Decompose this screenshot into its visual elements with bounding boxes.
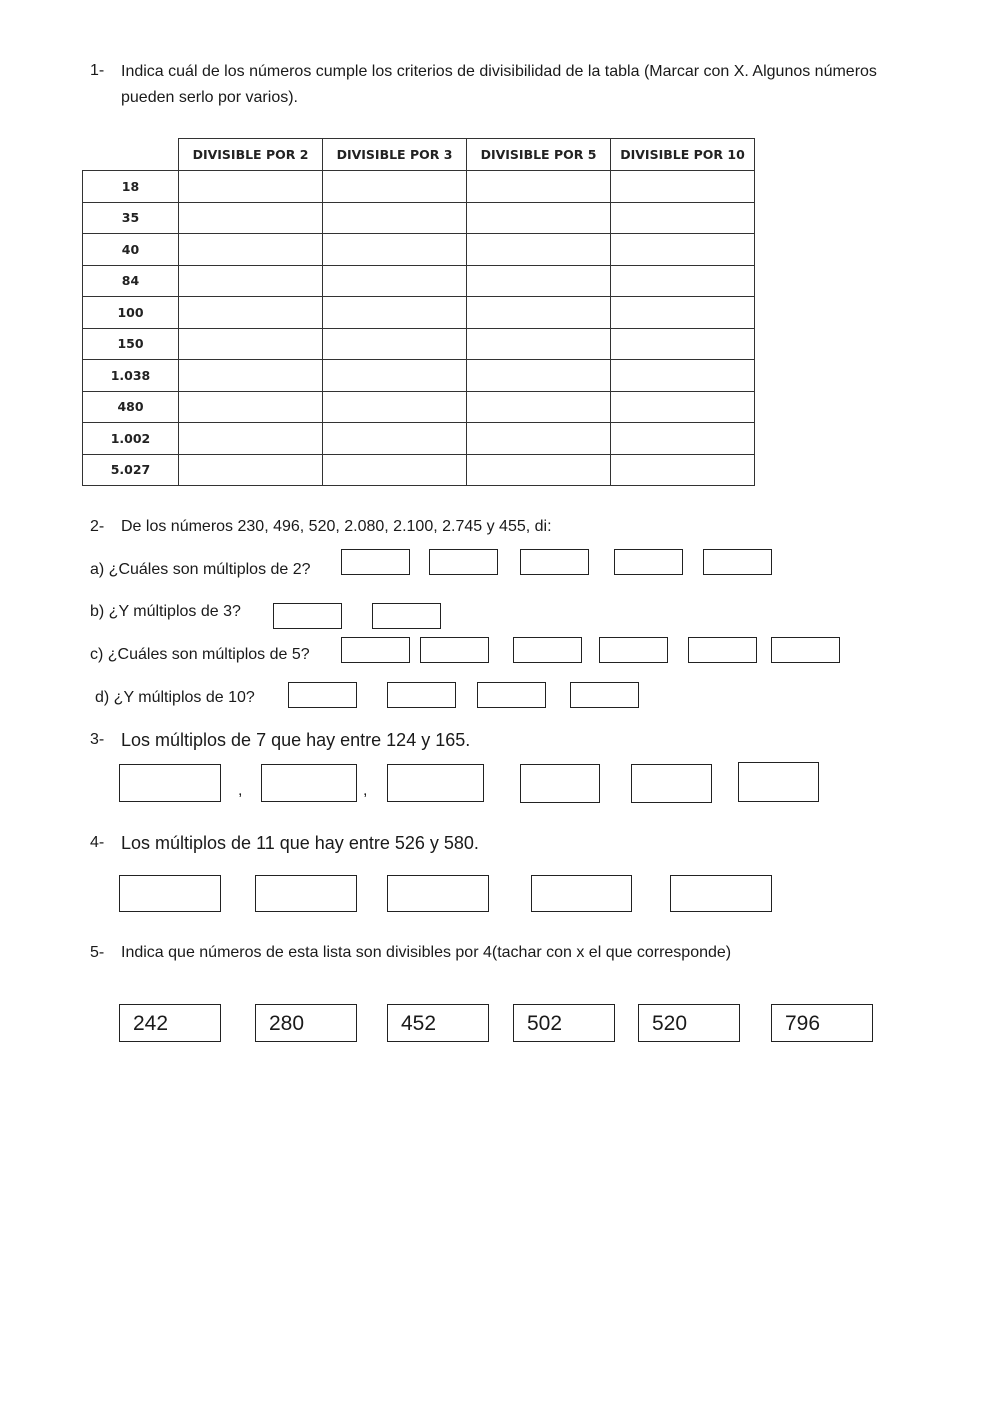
answer-box[interactable]	[387, 875, 489, 912]
mark-cell[interactable]	[611, 202, 755, 234]
q2d-question: d) ¿Y múltiplos de 10?	[95, 689, 255, 706]
answer-box[interactable]	[688, 637, 757, 663]
number-option-452[interactable]: 452	[387, 1004, 489, 1042]
q4-instruction: Los múltiplos de 11 que hay entre 526 y 580.	[121, 833, 479, 853]
mark-cell[interactable]	[611, 328, 755, 360]
answer-box[interactable]	[372, 603, 441, 629]
mark-cell[interactable]	[323, 171, 467, 203]
row-number: 1.002	[83, 423, 179, 455]
table-row	[83, 328, 755, 360]
answer-box[interactable]	[738, 762, 819, 802]
q5-number: 5-	[90, 944, 105, 961]
answer-box[interactable]	[531, 875, 632, 912]
answer-box[interactable]	[429, 549, 498, 575]
mark-cell[interactable]	[467, 234, 611, 266]
table-row	[83, 391, 755, 423]
answer-box[interactable]	[520, 549, 589, 575]
number-option-280[interactable]: 280	[255, 1004, 357, 1042]
q4-number: 4-	[90, 834, 105, 851]
mark-cell[interactable]	[467, 202, 611, 234]
row-number: 150	[83, 328, 179, 360]
answer-box[interactable]	[570, 682, 639, 708]
mark-cell[interactable]	[467, 265, 611, 297]
q3-instruction: Los múltiplos de 7 que hay entre 124 y 165.	[121, 730, 471, 750]
answer-box[interactable]	[387, 682, 456, 708]
mark-cell[interactable]	[179, 202, 323, 234]
mark-cell[interactable]	[179, 265, 323, 297]
number-option-520[interactable]: 520	[638, 1004, 740, 1042]
mark-cell[interactable]	[179, 360, 323, 392]
mark-cell[interactable]	[611, 265, 755, 297]
answer-box[interactable]	[255, 875, 357, 912]
answer-box[interactable]	[614, 549, 683, 575]
row-number: 18	[83, 171, 179, 203]
answer-box[interactable]	[703, 549, 772, 575]
header-div-10: DIVISIBLE POR 10	[611, 139, 755, 171]
answer-box[interactable]	[513, 637, 582, 663]
mark-cell[interactable]	[611, 454, 755, 486]
q2-instruction: De los números 230, 496, 520, 2.080, 2.100, 2.745 y 455, di:	[121, 518, 552, 535]
answer-box[interactable]	[599, 637, 668, 663]
table-row	[83, 423, 755, 455]
answer-box[interactable]	[119, 764, 221, 802]
row-number: 84	[83, 265, 179, 297]
mark-cell[interactable]	[323, 202, 467, 234]
answer-box[interactable]	[420, 637, 489, 663]
answer-box[interactable]	[477, 682, 546, 708]
answer-box[interactable]	[119, 875, 221, 912]
q2a-question: a) ¿Cuáles son múltiplos de 2?	[90, 561, 311, 578]
table-row	[83, 202, 755, 234]
answer-box[interactable]	[771, 637, 840, 663]
q2b-question: b) ¿Y múltiplos de 3?	[90, 603, 241, 620]
q1-number: 1-	[90, 62, 105, 79]
comma-separator: ,	[363, 782, 368, 799]
mark-cell[interactable]	[323, 234, 467, 266]
mark-cell[interactable]	[611, 171, 755, 203]
mark-cell[interactable]	[179, 297, 323, 329]
mark-cell[interactable]	[467, 391, 611, 423]
mark-cell[interactable]	[323, 297, 467, 329]
mark-cell[interactable]	[323, 360, 467, 392]
q2-number: 2-	[90, 518, 105, 535]
mark-cell[interactable]	[611, 360, 755, 392]
q1-instruction	[121, 59, 951, 111]
answer-box[interactable]	[288, 682, 357, 708]
table-corner	[83, 139, 179, 171]
q5-instruction: Indica que números de esta lista son divisibles por 4(tachar con x el que corresponde)	[121, 944, 732, 961]
table-row	[83, 360, 755, 392]
mark-cell[interactable]	[323, 265, 467, 297]
mark-cell[interactable]	[467, 297, 611, 329]
table-row	[83, 265, 755, 297]
answer-box[interactable]	[520, 764, 600, 803]
mark-cell[interactable]	[611, 423, 755, 455]
table-row	[83, 171, 755, 203]
mark-cell[interactable]	[611, 297, 755, 329]
mark-cell[interactable]	[179, 328, 323, 360]
mark-cell[interactable]	[179, 391, 323, 423]
mark-cell[interactable]	[179, 234, 323, 266]
table-row	[83, 297, 755, 329]
row-number: 35	[83, 202, 179, 234]
row-number: 5.027	[83, 454, 179, 486]
answer-box[interactable]	[387, 764, 484, 802]
mark-cell[interactable]	[323, 328, 467, 360]
mark-cell[interactable]	[323, 454, 467, 486]
answer-box[interactable]	[670, 875, 772, 912]
mark-cell[interactable]	[467, 328, 611, 360]
row-number: 480	[83, 391, 179, 423]
header-div-5: DIVISIBLE POR 5	[467, 139, 611, 171]
q3-number: 3-	[90, 731, 105, 748]
answer-box[interactable]	[631, 764, 712, 803]
divisibility-table	[82, 138, 755, 486]
answer-box[interactable]	[341, 549, 410, 575]
header-div-2: DIVISIBLE POR 2	[179, 139, 323, 171]
q2c-question: c) ¿Cuáles son múltiplos de 5?	[90, 646, 310, 663]
row-number: 1.038	[83, 360, 179, 392]
table-row	[83, 234, 755, 266]
number-option-502[interactable]: 502	[513, 1004, 615, 1042]
mark-cell[interactable]	[323, 391, 467, 423]
q1-text-line2: pueden serlo por varios).	[121, 89, 298, 106]
number-option-242[interactable]: 242	[119, 1004, 221, 1042]
number-option-796[interactable]: 796	[771, 1004, 873, 1042]
mark-cell[interactable]	[179, 171, 323, 203]
row-number: 100	[83, 297, 179, 329]
mark-cell[interactable]	[467, 454, 611, 486]
mark-cell[interactable]	[179, 454, 323, 486]
mark-cell[interactable]	[467, 171, 611, 203]
answer-box[interactable]	[261, 764, 357, 802]
header-div-3: DIVISIBLE POR 3	[323, 139, 467, 171]
mark-cell[interactable]	[467, 423, 611, 455]
mark-cell[interactable]	[611, 234, 755, 266]
mark-cell[interactable]	[179, 423, 323, 455]
comma-separator: ,	[238, 782, 243, 799]
answer-box[interactable]	[341, 637, 410, 663]
mark-cell[interactable]	[611, 391, 755, 423]
mark-cell[interactable]	[467, 360, 611, 392]
q1-text-line1: Indica cuál de los números cumple los criterios de divisibilidad de la tabla (Marcar con X. Algunos números	[121, 63, 877, 80]
table-row	[83, 454, 755, 486]
row-number: 40	[83, 234, 179, 266]
mark-cell[interactable]	[323, 423, 467, 455]
answer-box[interactable]	[273, 603, 342, 629]
